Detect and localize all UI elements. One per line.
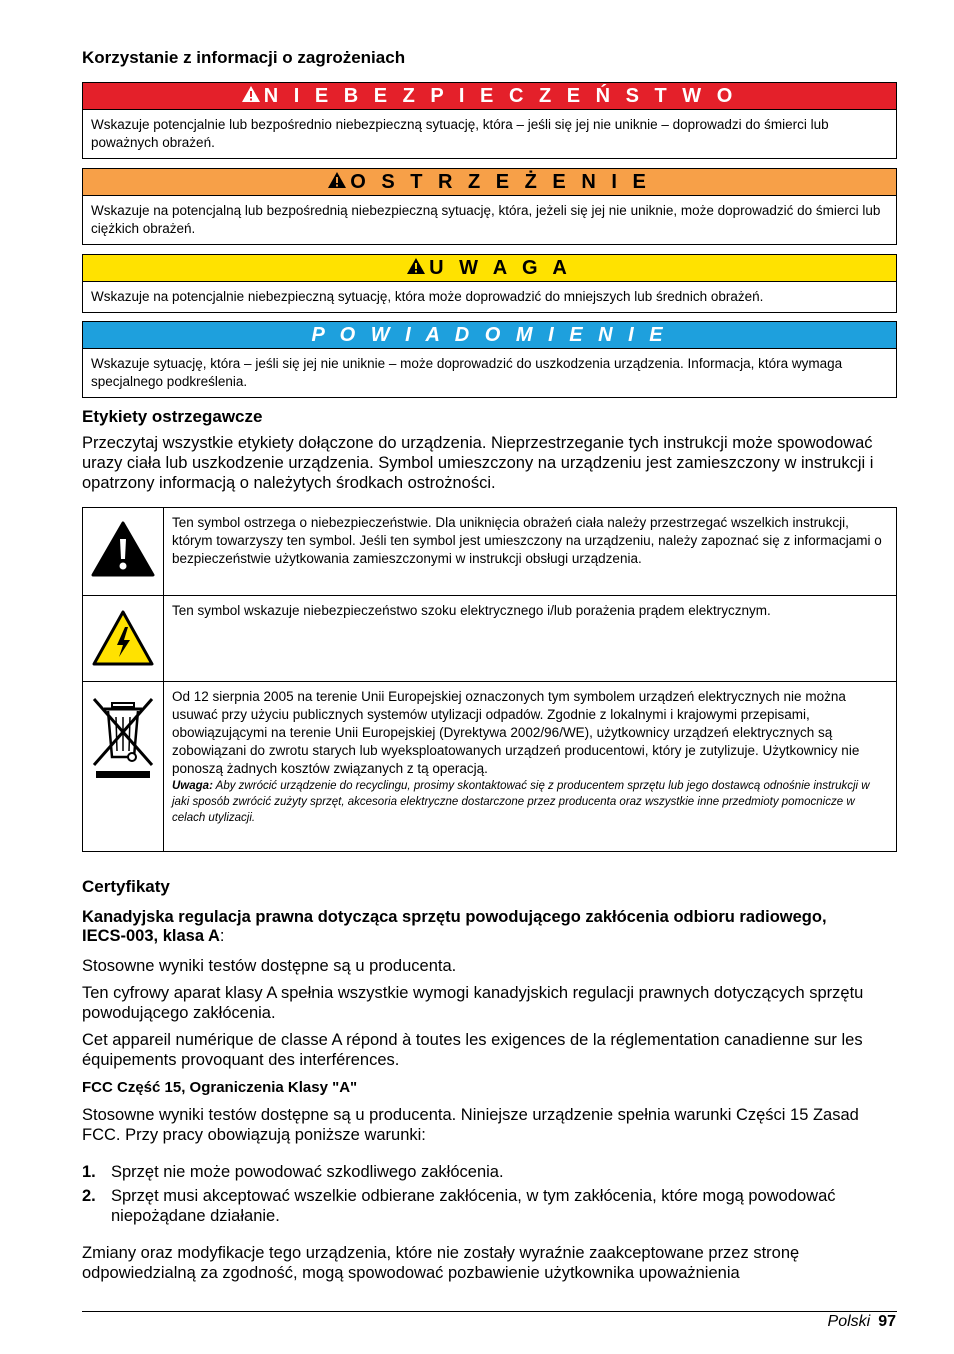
caution-label: U W A G A xyxy=(429,256,572,279)
canada-heading-text: Kanadyjska regulacja prawna dotycząca sprzętu powodującego zakłócenia odbioru radiowego, IECS-003, klasa A xyxy=(82,908,827,945)
warning-label: O S T R Z E Ż E N I E xyxy=(350,170,651,193)
list-number: 1. xyxy=(82,1163,96,1181)
danger-box xyxy=(82,82,897,159)
warning-triangle-icon xyxy=(328,171,346,194)
section-title-hazard-info: Korzystanie z informacji o zagrożeniach xyxy=(82,48,406,67)
footer-divider xyxy=(82,1311,897,1312)
page-number: 97 xyxy=(878,1313,896,1330)
warning-triangle-icon xyxy=(407,257,425,280)
notice-label: P O W I A D O M I E N I E xyxy=(311,323,668,346)
note-text: Aby zwrócić urządzenie do recyclingu, prosimy skontaktować się z producentem sprzętu lub jego dostawcą odnośnie instrukcji w jaki sposób zwrócić zużyty sprzęt, akcesoria elektryczne dostarczone przez producenta oraz wszystkie inne przedmioty pomocnicze w celach utylizacji. xyxy=(172,780,870,824)
table-row xyxy=(83,508,897,596)
danger-text: Wskazuje potencjalnie lub bezpośrednio niebezpieczną sytuację, która – jeśli się jej nie uniknie – doprowadzi do śmierci lub poważnych obrażeń. xyxy=(91,117,829,150)
section-title-certs: Certyfikaty xyxy=(82,877,170,896)
fcc-p1: Stosowne wyniki testów dostępne są u producenta. Niniejsze urządzenie spełnia warunki Części 15 Zasad FCC. Przy pracy obowiązują poniższe warunki: xyxy=(82,1106,859,1144)
symbol-description: Ten symbol ostrzega o niebezpieczeństwie. Dla uniknięcia obrażeń ciała należy przestrzegać wszelkich instrukcji, którym towarzyszy ten symbol. Jeśli ten symbol jest umieszczony na urządzeniu, należy zapoznać się z informacjami o bezpieczeństwie użytkowania zamieszczonymi w instrukcji obsługi urządzenia. xyxy=(164,508,897,596)
canada-heading-colon: : xyxy=(219,927,225,945)
caution-box xyxy=(82,254,897,313)
weee-crossed-bin-icon xyxy=(90,695,156,781)
warning-text: Wskazuje na potencjalną lub bezpośrednią niebezpieczną sytuację, która, jeżeli się jej nie uniknie, może doprowadzić do śmierci lub ciężkich obrażeń. xyxy=(91,203,881,236)
danger-label: N I E B E Z P I E C Z E Ń S T W O xyxy=(263,84,738,107)
list-text: Sprzęt musi akceptować wszelkie odbierane zakłócenia, w tym zakłócenia, które mogą powodować niepożądane działanie. xyxy=(111,1187,836,1225)
canada-p2: Ten cyfrowy aparat klasy A spełnia wszystkie wymogi kanadyjskich regulacji prawnych dotyczących sprzętu powodującego zakłócenia. xyxy=(82,984,864,1022)
notice-box xyxy=(82,321,897,398)
list-text: Sprzęt nie może powodować szkodliwego zakłócenia. xyxy=(111,1163,504,1181)
symbol-description xyxy=(164,682,897,852)
labels-table xyxy=(82,507,897,852)
danger-header xyxy=(83,83,896,110)
weee-note xyxy=(172,778,888,826)
list-item xyxy=(82,1162,842,1182)
symbol-cell xyxy=(83,508,164,596)
warning-header xyxy=(83,169,896,196)
conditions-list xyxy=(82,1162,842,1226)
table-row xyxy=(83,596,897,682)
note-label: Uwaga: xyxy=(172,780,213,792)
list-item xyxy=(82,1186,842,1226)
canada-heading xyxy=(82,908,842,946)
canada-p3: Cet appareil numérique de classe A répond à toutes les exigences de la réglementation canadienne sur les équipements provoquant des interférences. xyxy=(82,1031,863,1069)
electrical-shock-icon xyxy=(91,609,155,667)
labels-intro: Przeczytaj wszystkie etykiety dołączone do urządzenia. Nieprzestrzeganie tych instrukcji może spowodować urazy ciała lub uszkodzenie urządzenia. Symbol umieszczony na urządzeniu jest zamieszczony w instrukcji i opatrzony informacją o należytych środkach ostrożności. xyxy=(82,434,874,492)
fcc-heading: FCC Część 15, Ograniczenia Klasy "A" xyxy=(82,1079,358,1096)
canada-p1: Stosowne wyniki testów dostępne są u producenta. xyxy=(82,957,457,975)
caution-header xyxy=(83,255,896,282)
warning-triangle-icon xyxy=(242,85,260,108)
symbol-description: Ten symbol wskazuje niebezpieczeństwo szoku elektrycznego i/lub porażenia prądem elektrycznym. xyxy=(164,596,897,682)
warning-box xyxy=(82,168,897,245)
notice-header xyxy=(83,322,896,349)
weee-text: Od 12 sierpnia 2005 na terenie Unii Europejskiej oznaczonych tym symbolem urządzeń elektrycznych nie można usuwać przy użyciu publicznych systemów utylizacji odpadów. Zgodnie z lokalnymi i krajowymi przepisami, obowiązującymi na terenie Unii Europejskiej (Dyrektywa 2002/96/WE), użytkownicy urządzeń elektrycznych są zobowiązani do zwrotu starych lub wyeksploatowanych urządzeń producentowi, który je zutylizuje. Użytkownicy nie ponoszą żadnych kosztów związanych z tą operacją. xyxy=(172,689,860,776)
symbol-cell xyxy=(83,596,164,682)
footer xyxy=(828,1312,896,1332)
general-warning-icon xyxy=(91,521,155,577)
section-title-labels: Etykiety ostrzegawcze xyxy=(82,407,263,426)
footer-language: Polski xyxy=(827,1313,871,1330)
fcc-p2: Zmiany oraz modyfikacje tego urządzenia, które nie zostały wyraźnie zaakceptowane przez stronę odpowiedzialną za zgodność, mogą spowodować pozbawienie użytkownika upoważnienia xyxy=(82,1244,800,1282)
symbol-cell xyxy=(83,682,164,852)
notice-text: Wskazuje sytuację, która – jeśli się jej nie uniknie – może doprowadzić do uszkodzenia urządzenia. Informacja, która wymaga specjalnego podkreślenia. xyxy=(91,356,843,389)
labels-table-wrapper xyxy=(82,507,897,852)
caution-text: Wskazuje na potencjalnie niebezpieczną sytuację, która może doprowadzić do mniejszych lub średnich obrażeń. xyxy=(91,289,764,304)
list-number: 2. xyxy=(82,1187,96,1205)
conditions-list-wrapper xyxy=(82,1162,842,1230)
table-row xyxy=(83,682,897,852)
